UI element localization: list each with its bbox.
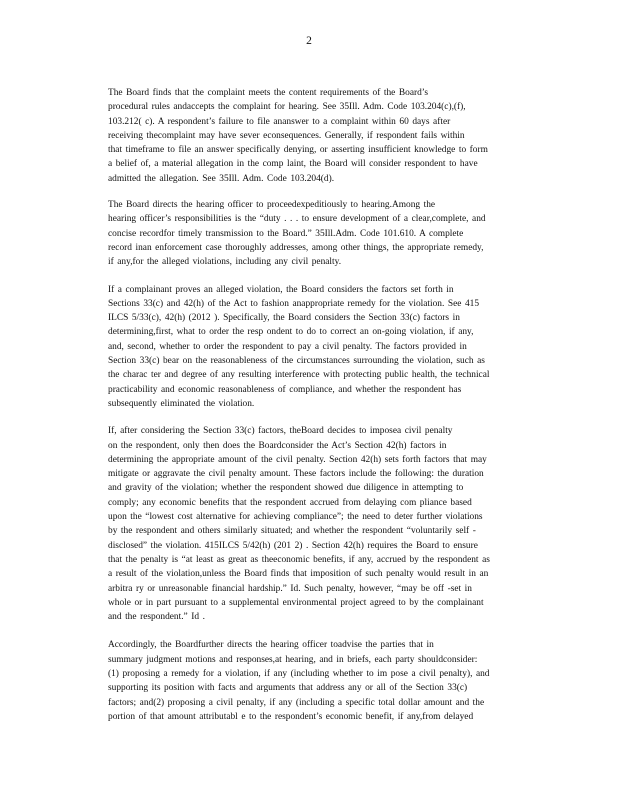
paragraph-section-42h — [74, 424, 534, 624]
text-line: receiving thecomplaint may have sever econsequences. Generally, if respondent fails within — [108, 130, 465, 141]
text-line: upon the “lowest cost alternative for achieving compliance”; the need to deter further violations — [108, 512, 483, 523]
text-line: determining,first, what to order the resp ondent to do to correct an on-going violation, if any, — [108, 327, 474, 338]
text-line: on the respondent, only then does the Boardconsider the Act’s Section 42(h) factors in — [108, 440, 447, 451]
text-line: mitigate or aggravate the civil penalty amount. These factors include the following: the duration — [108, 469, 484, 480]
text-line: a belief of, a material allegation in the comp laint, the Board will consider respondent to have — [108, 159, 478, 170]
paragraph-section-33c — [74, 283, 534, 412]
paragraph-summary-judgment — [74, 638, 534, 724]
text-line: by the respondent and others similarly situated; and whether the respondent “voluntarily self - — [108, 526, 476, 537]
text-line: ILCS 5/33(c), 42(h) (2012 ). Specifically, the Board considers the Section 33(c) factors in — [108, 313, 460, 324]
text-line: Accordingly, the Boardfurther directs the hearing officer toadvise the parties that in — [108, 640, 434, 651]
text-line: that timeframe to file an answer specifically denying, or asserting insufficient knowledge to form — [108, 145, 488, 156]
text-line: procedural rules andaccepts the complaint for hearing. See 35Ill. Adm. Code 103.204(c),(f), — [108, 102, 466, 113]
text-line: supporting its position with facts and arguments that address any or all of the Section 33(c) — [108, 683, 468, 694]
document-body — [74, 86, 534, 736]
text-line: record inan enforcement case thoroughly addresses, among other things, the appropriate remedy, — [108, 242, 484, 253]
text-line: determining the appropriate amount of the civil penalty. Section 42(h) sets forth factors that may — [108, 454, 487, 465]
text-line: practicability and economic reasonableness of compliance, and whether the respondent has — [108, 384, 462, 395]
text-line: Section 33(c) bear on the reasonableness of the circumstances surrounding the violation, such as — [108, 356, 485, 367]
text-line: disclosed” the violation. 415ILCS 5/42(h) (201 2) . Section 42(h) requires the Board to ensure — [108, 540, 478, 551]
text-line: and the respondent.” Id . — [108, 612, 205, 623]
text-line: Sections 33(c) and 42(h) of the Act to fashion anappropriate remedy for the violation. See 415 — [108, 298, 480, 309]
text-line: and gravity of the violation; whether the respondent showed due diligence in attempting to — [108, 483, 464, 494]
text-line: comply; any economic benefits that the respondent accrued from delaying com pliance based — [108, 497, 472, 508]
text-line: concise recordfor timely transmission to the Board.” 35Ill.Adm. Code 101.610. A complete — [108, 228, 464, 239]
paragraph-content-requirements — [74, 86, 534, 186]
paragraph-hearing-officer — [74, 198, 534, 269]
text-line: factors; and(2) proposing a civil penalty, if any (including a specific total dollar amount and the — [108, 697, 485, 708]
text-line: portion of that amount attributabl e to the respondent’s economic benefit, if any,from delayed — [108, 711, 474, 722]
text-line: admitted the allegation. See 35Ill. Adm. Code 103.204(d). — [108, 173, 335, 184]
text-line: hearing officer’s responsibilities is the “duty . . . to ensure development of a clear,complete, and — [108, 214, 486, 225]
text-line: summary judgment motions and responses,at hearing, and in briefs, each party shouldconsider: — [108, 654, 478, 665]
text-line: (1) proposing a remedy for a violation, if any (including whether to im pose a civil penalty), and — [108, 668, 490, 679]
text-line: whole or in part pursuant to a supplemental environmental project agreed to by the complainant — [108, 597, 484, 608]
text-line: subsequently eliminated the violation. — [108, 398, 255, 409]
page-number: 2 — [306, 35, 312, 47]
text-line: arbitra ry or unreasonable financial hardship.” Id. Such penalty, however, “may be off -set in — [108, 583, 472, 594]
text-line: The Board finds that the complaint meets the content requirements of the Board’s — [108, 88, 429, 98]
text-line: a result of the violation,unless the Board finds that imposition of such penalty would result in an — [108, 569, 489, 580]
text-line: if any,for the alleged violations, including any civil penalty. — [108, 257, 342, 268]
text-line: that the penalty is “at least as great as theeconomic benefits, if any, accrued by the respondent as — [108, 554, 490, 565]
text-line: the charac ter and degree of any resulting interference with protecting public health, the technical — [108, 370, 490, 381]
text-line: If, after considering the Section 33(c) factors, theBoard decides to imposea civil penalty — [108, 426, 453, 437]
text-line: 103.212( c). A respondent’s failure to file ananswer to a complaint within 60 days after — [108, 116, 451, 127]
text-line: and, second, whether to order the respondent to pay a civil penalty. The factors provided in — [108, 341, 467, 352]
text-line: If a complainant proves an alleged violation, the Board considers the factors set forth in — [108, 284, 454, 295]
text-line: The Board directs the hearing officer to proceedexpeditiously to hearing.Among the — [108, 200, 436, 211]
